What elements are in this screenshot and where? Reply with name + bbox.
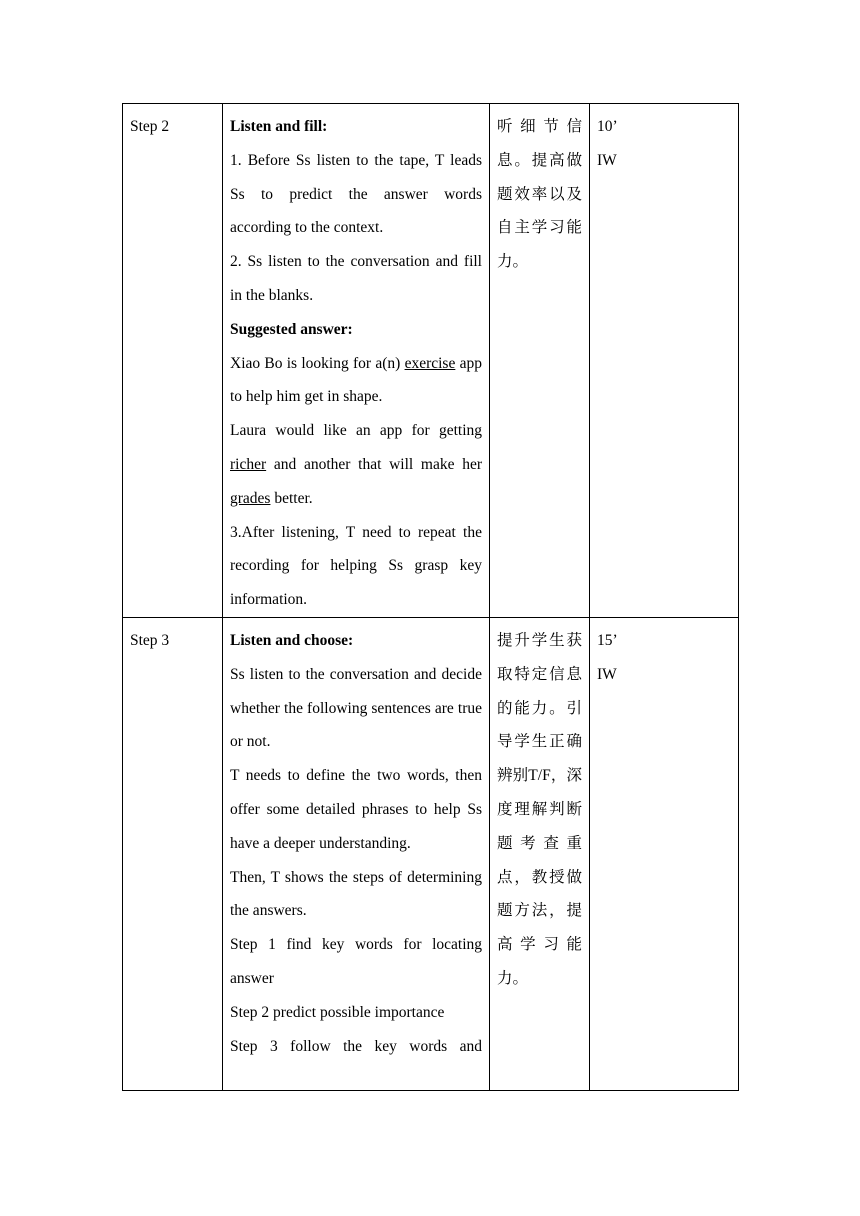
purpose-cell [490,104,590,618]
procedure-paragraph: Ss listen to the conversation and decide whether the following sentences are true or not. [230,665,482,751]
answer-title: Suggested answer: [230,320,353,338]
time-mode-cell [590,617,739,1090]
table-row [123,104,739,618]
procedure-paragraph: 2. Ss listen to the conversation and fill in the blanks. [230,253,482,304]
activity-title: Listen and fill: [230,118,328,135]
step-cell [123,104,223,618]
mode-value: IW [597,151,617,169]
answer-blank: exercise [404,354,456,372]
answer-sentence [230,347,482,415]
answer-text: Xiao Bo is looking for a(n) [230,354,405,372]
purpose-text: 听细节信息。提高做题效率以及自主学习能力。 [497,118,582,271]
time-value: 10’ [597,118,618,135]
procedure-paragraph: Step 1 find key words for locating answer [230,936,482,987]
procedure-paragraph: 1. Before Ss listen to the tape, T leads Ss to predict the answer words according to the context. [230,151,482,237]
activity-title: Listen and choose: [230,631,354,649]
purpose-text: 提升学生获取特定信息的能力。引导学生正确辨别T/F，深度理解判断题考查重点，教授做题方法，提高学习能力。 [497,631,582,987]
table-row [123,617,739,1090]
step-cell [123,617,223,1090]
answer-text: and another that will make her [266,455,482,473]
procedure-paragraph: 3.After listening, T need to repeat the recording for helping Ss grasp key information. [230,523,482,609]
procedure-paragraph: Step 2 predict possible importance [230,1003,445,1021]
step-label: Step 3 [130,631,170,649]
purpose-cell [490,617,590,1090]
mode-value: IW [597,665,617,683]
step-label: Step 2 [130,118,170,135]
lesson-plan-table [122,103,739,1091]
answer-text: Laura would like an app for getting [230,422,482,440]
answer-blank: grades [230,489,271,507]
time-value: 15’ [597,631,618,649]
procedure-cell [223,617,490,1090]
procedure-cell [223,104,490,618]
procedure-paragraph: Step 3 follow the key words and [230,1037,482,1055]
answer-text: app to help him get in shape. [230,354,482,406]
answer-sentence [230,414,482,515]
answer-text: better. [270,489,313,507]
procedure-paragraph: T needs to define the two words, then offer some detailed phrases to help Ss have a deeper understanding. [230,767,482,852]
procedure-paragraph: Then, T shows the steps of determining the answers. [230,868,482,920]
answer-blank: richer [230,455,267,473]
time-mode-cell [590,104,739,618]
